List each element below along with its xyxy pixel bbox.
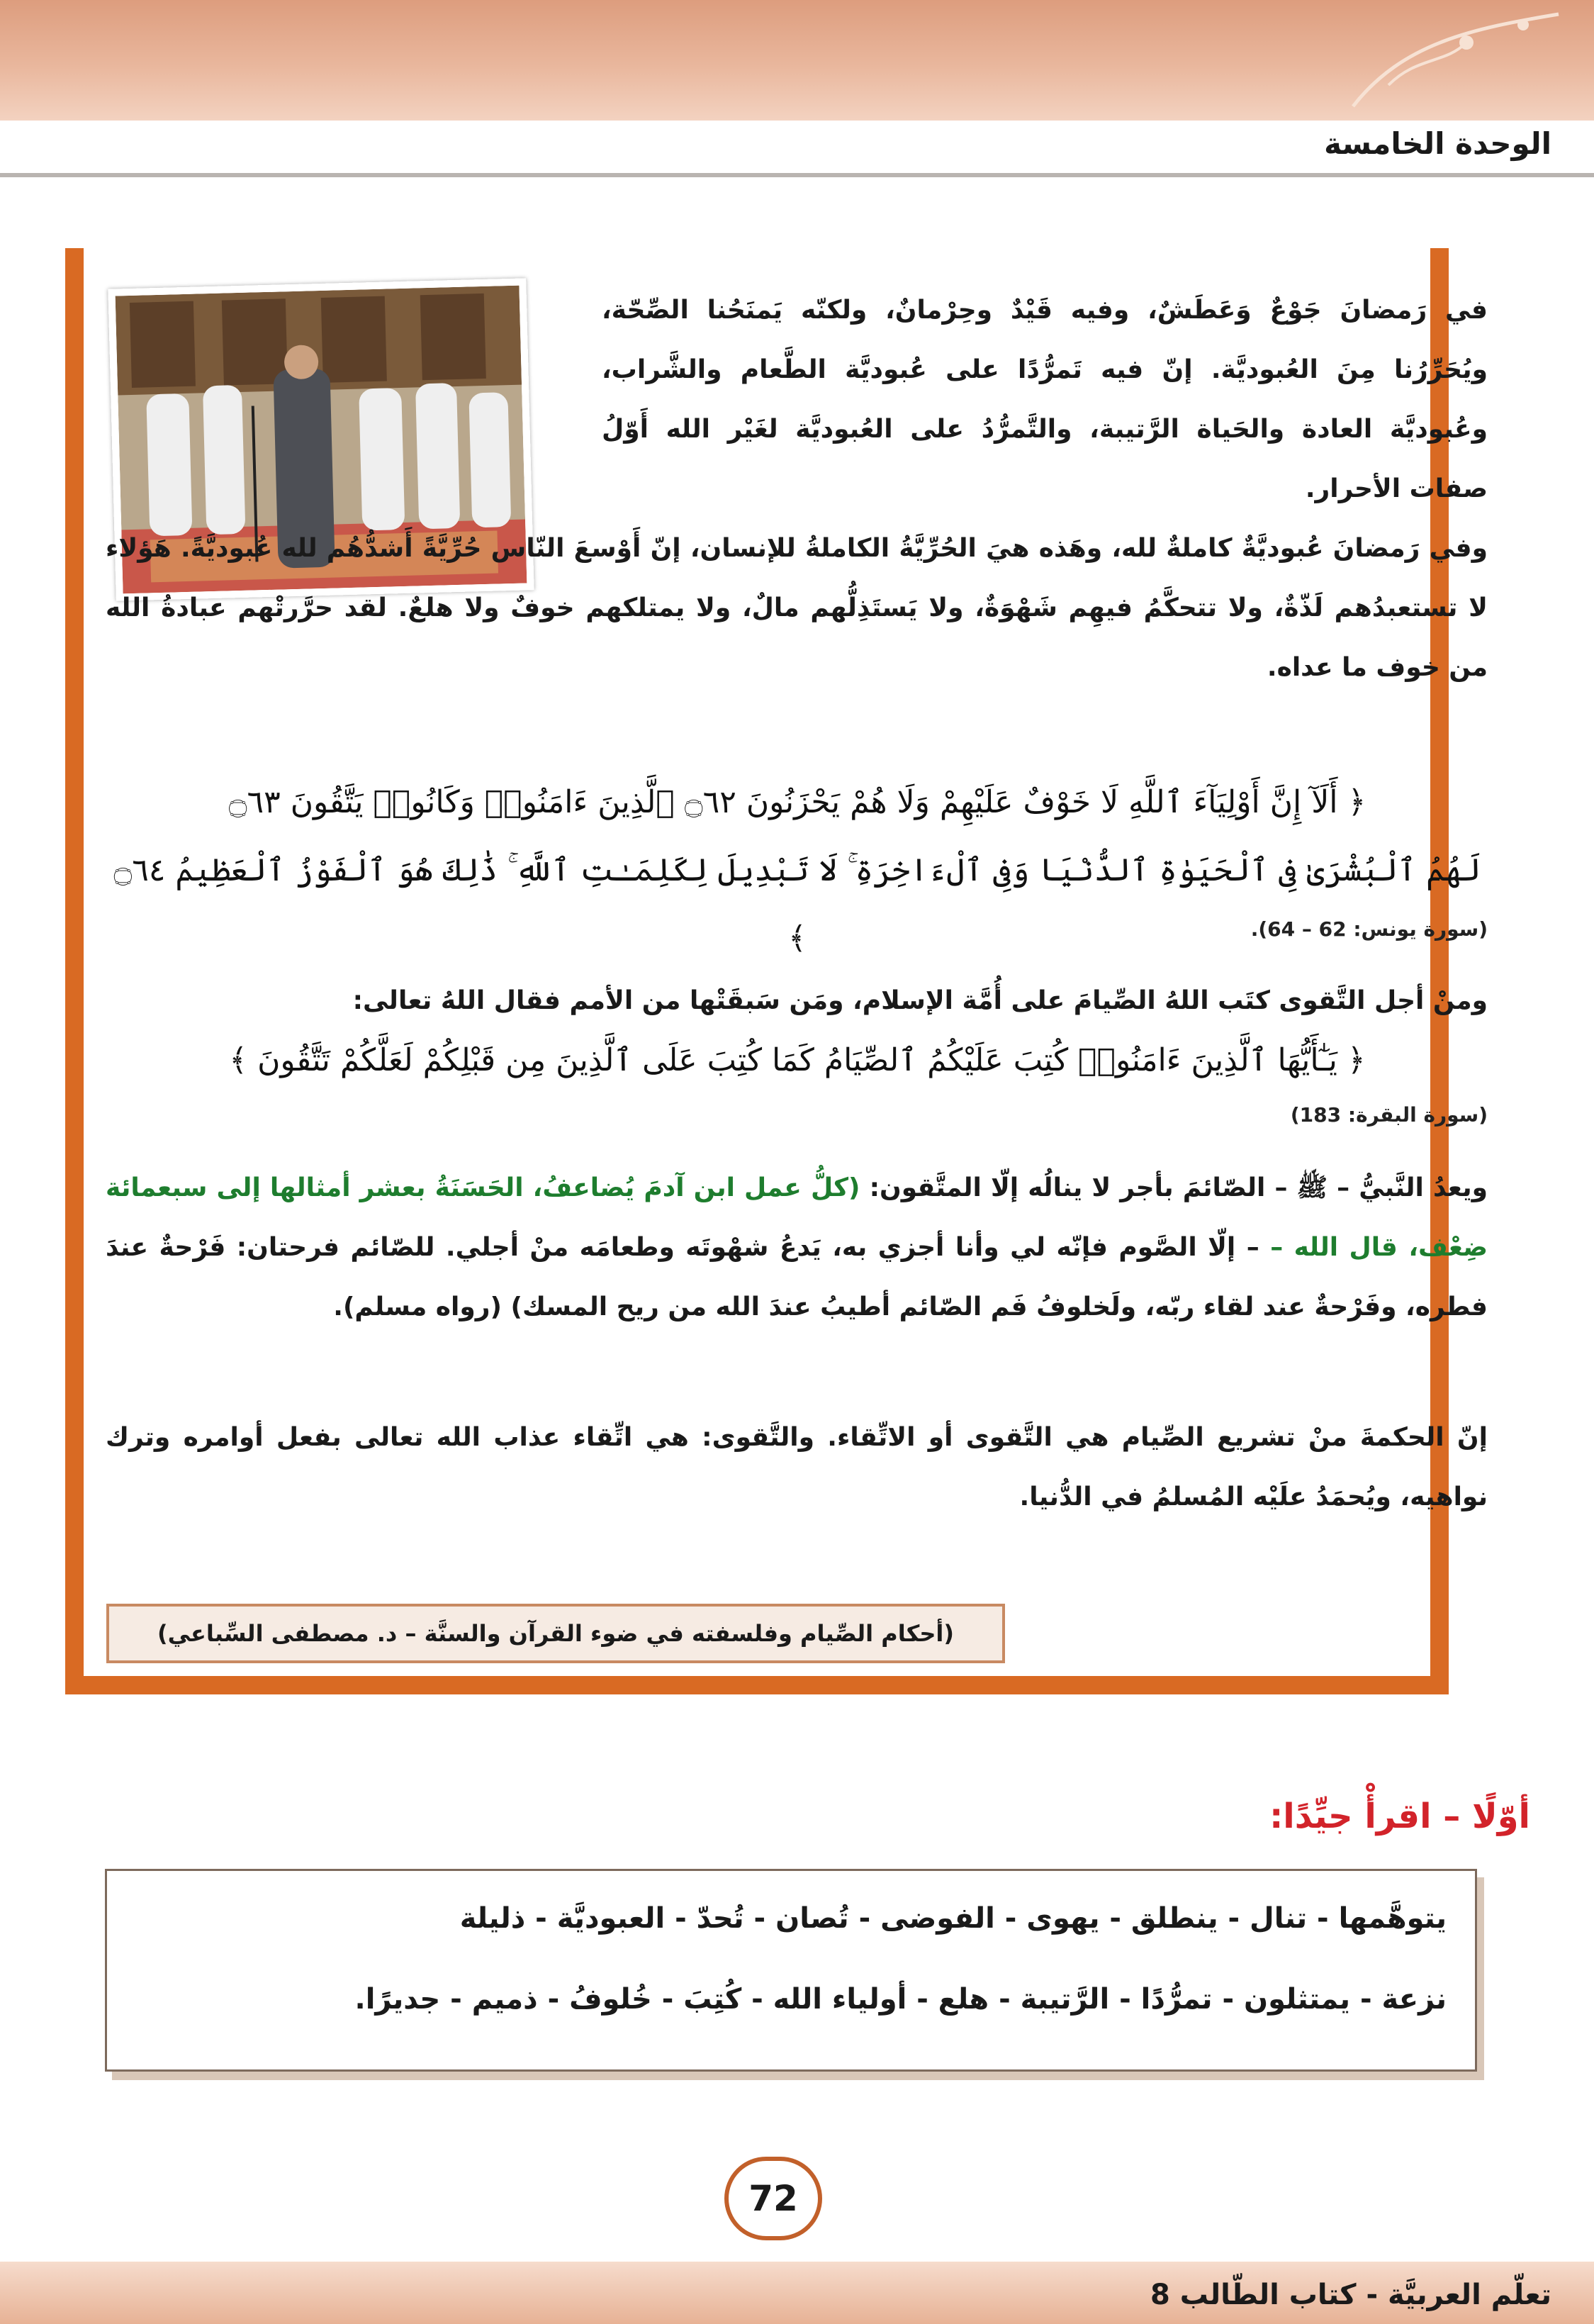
hadith-quote-part-2: – إلّا الصَّوم فإنّه لي وأنا أجزي به، يَدعُ شهْوتَه وطعامَه منْ أجلي. للصّائم فرحتان: فَرْحةٌ عندَ فطره، وفَرْحةٌ عند لقاء ربّه، ولَخلوفُ فَم الصّائم أطيبُ عندَ الله من ريح المسك) — [106, 1233, 1488, 1322]
passage-paragraph-2 — [106, 519, 1488, 698]
quran-verse-1-line-2: لَهُمُ ٱلْبُشْرَىٰ فِى ٱلْحَيَوٰةِ ٱلدُّنْيَا وَفِى ٱلْءَاخِرَةِ ۚ لَا تَبْدِيلَ لِكَلِمَـٰتِ ٱللَّهِ ۚ ذَٰلِكَ هُوَ ٱلْفَوْزُ ٱلْعَظِيمُ ۝٦٤ ﴾ — [113, 852, 1481, 956]
vocabulary-box — [105, 1869, 1477, 2072]
passage-paragraph-4: إنّ الحكمةَ منْ تشريع الصِّيام هي التَّقوى أو الاتِّقاء. والتَّقوى: هي اتِّقاء عذاب الله تعالى بفعل أوامره وترك نواهيه، ويُحمَدُ علَيْه المُسلمُ في الدُّنيا. — [106, 1423, 1488, 1512]
hadith-paragraph — [106, 1158, 1488, 1337]
top-decorative-band — [0, 0, 1594, 121]
vocabulary-line-1: يتوهَّمها - تنال - ينطلق - يهوى - الفوضى - تُصان - تُحدّ - العبوديَّة - ذليلة — [459, 1902, 1447, 1935]
passage-paragraph-1: في رَمضانَ جَوْعٌ وَعَطَشٌ، وفيه قَيْدٌ وحِرْمانٌ، ولكنّه يَمنَحُنا الصِّحّة، ويُحَرِّرُنا مِنَ العُبوديَّة. إنّ فيه تَمرُّدًا على عُبوديَّة الطَّعام والشَّراب، وعُبوديَّة العادة والحَياة الرَّتيبة، والتَّمرُّدُ على العُبوديَّة لغَيْر الله أَوّلُ صفات الأحرار. — [602, 296, 1488, 503]
floral-ornament-icon — [1346, 0, 1573, 121]
quran-verse-2: ﴿ يَـٰٓأَيُّهَا ٱلَّذِينَ ءَامَنُوا۟ كُتِبَ عَلَيْكُمُ ٱلصِّيَامُ كَمَا كُتِبَ عَلَى ٱلَّذِينَ مِن قَبْلِكُمْ لَعَلَّكُمْ تَتَّقُونَ ﴾ — [229, 1042, 1366, 1078]
exercise-title: أوّلًا – اقرأْ جيِّدًا: — [1269, 1797, 1530, 1836]
hadith-quote-part-1: (كلُّ عمل ابن آدمَ يُضاعفُ، الحَسَنَةُ بعشر أمثالها إلى سبعمائة ضِعْف، قال الله – — [106, 1173, 1488, 1262]
page-number: 72 — [724, 2157, 822, 2240]
passage-paragraph-2-text: وفي رَمضانَ عُبوديَّةٌ كاملةٌ لله، وهَذه هيَ الحُرِّيَّةُ الكاملةُ للإنسان، إنّ أَوْسعَ النّاس حُرِّيَّةً أَشدُّهُم لله عُبوديَّةً. هَؤلاء لا تستعبدُهم لَذّةٌ، ولا تتحكَّمُ فيهِم شَهْوَةٌ، ولا يَستَذِلُّهم مالٌ، ولا يمتلكهم خوفٌ ولا هلعٌ. لقد حرَّرتْهم عبادةُ الله من خوف ما عداه. — [106, 534, 1488, 682]
quran-verse-2-reference: (سورة البقرة: 183) — [1290, 1103, 1488, 1127]
unit-label: الوحدة الخامسة — [1324, 126, 1551, 161]
quran-verse-1-line-1: ﴿ أَلَآ إِنَّ أَوْلِيَآءَ ٱللَّهِ لَا خَوْفٌ عَلَيْهِمْ وَلَا هُمْ يَحْزَنُونَ ۝٦٢ ٱلَّذِينَ ءَامَنُوا۟ وَكَانُوا۟ يَتَّقُونَ ۝٦٣ — [228, 784, 1366, 820]
book-title: تعلّم العربيَّة - كتاب الطّالب 8 — [1150, 2279, 1551, 2311]
hadith-intro: ويعدُ النَّبيُّ – ﷺ – الصّائمَ بأجر لا ينالُه إلّا المتَّقون: — [869, 1173, 1488, 1202]
vocabulary-line-2: نزعة - يمتثلون - تمرُّدًا - الرَّتيبة - هلع - أولياء الله - كُتِبَ - خُلوفُ - ذميم - جديرًا. — [354, 1983, 1447, 2016]
source-citation: (أحكام الصِّيام وفلسفته في ضوء القرآن والسنَّة – د. مصطفى السِّباعي) — [106, 1604, 1005, 1663]
quran-verse-1-reference: (سورة يونس: 62 – 64). — [1250, 917, 1488, 941]
hadith-reference: (رواه مسلم). — [333, 1292, 502, 1322]
passage-paragraph-3: ومنْ أجل التَّقوى كتَب اللهُ الصِّيامَ على أُمَّة الإسلام، ومَن سَبقَتْها من الأمم فقال اللهُ تعالى: — [352, 986, 1488, 1015]
header-divider — [0, 173, 1594, 177]
